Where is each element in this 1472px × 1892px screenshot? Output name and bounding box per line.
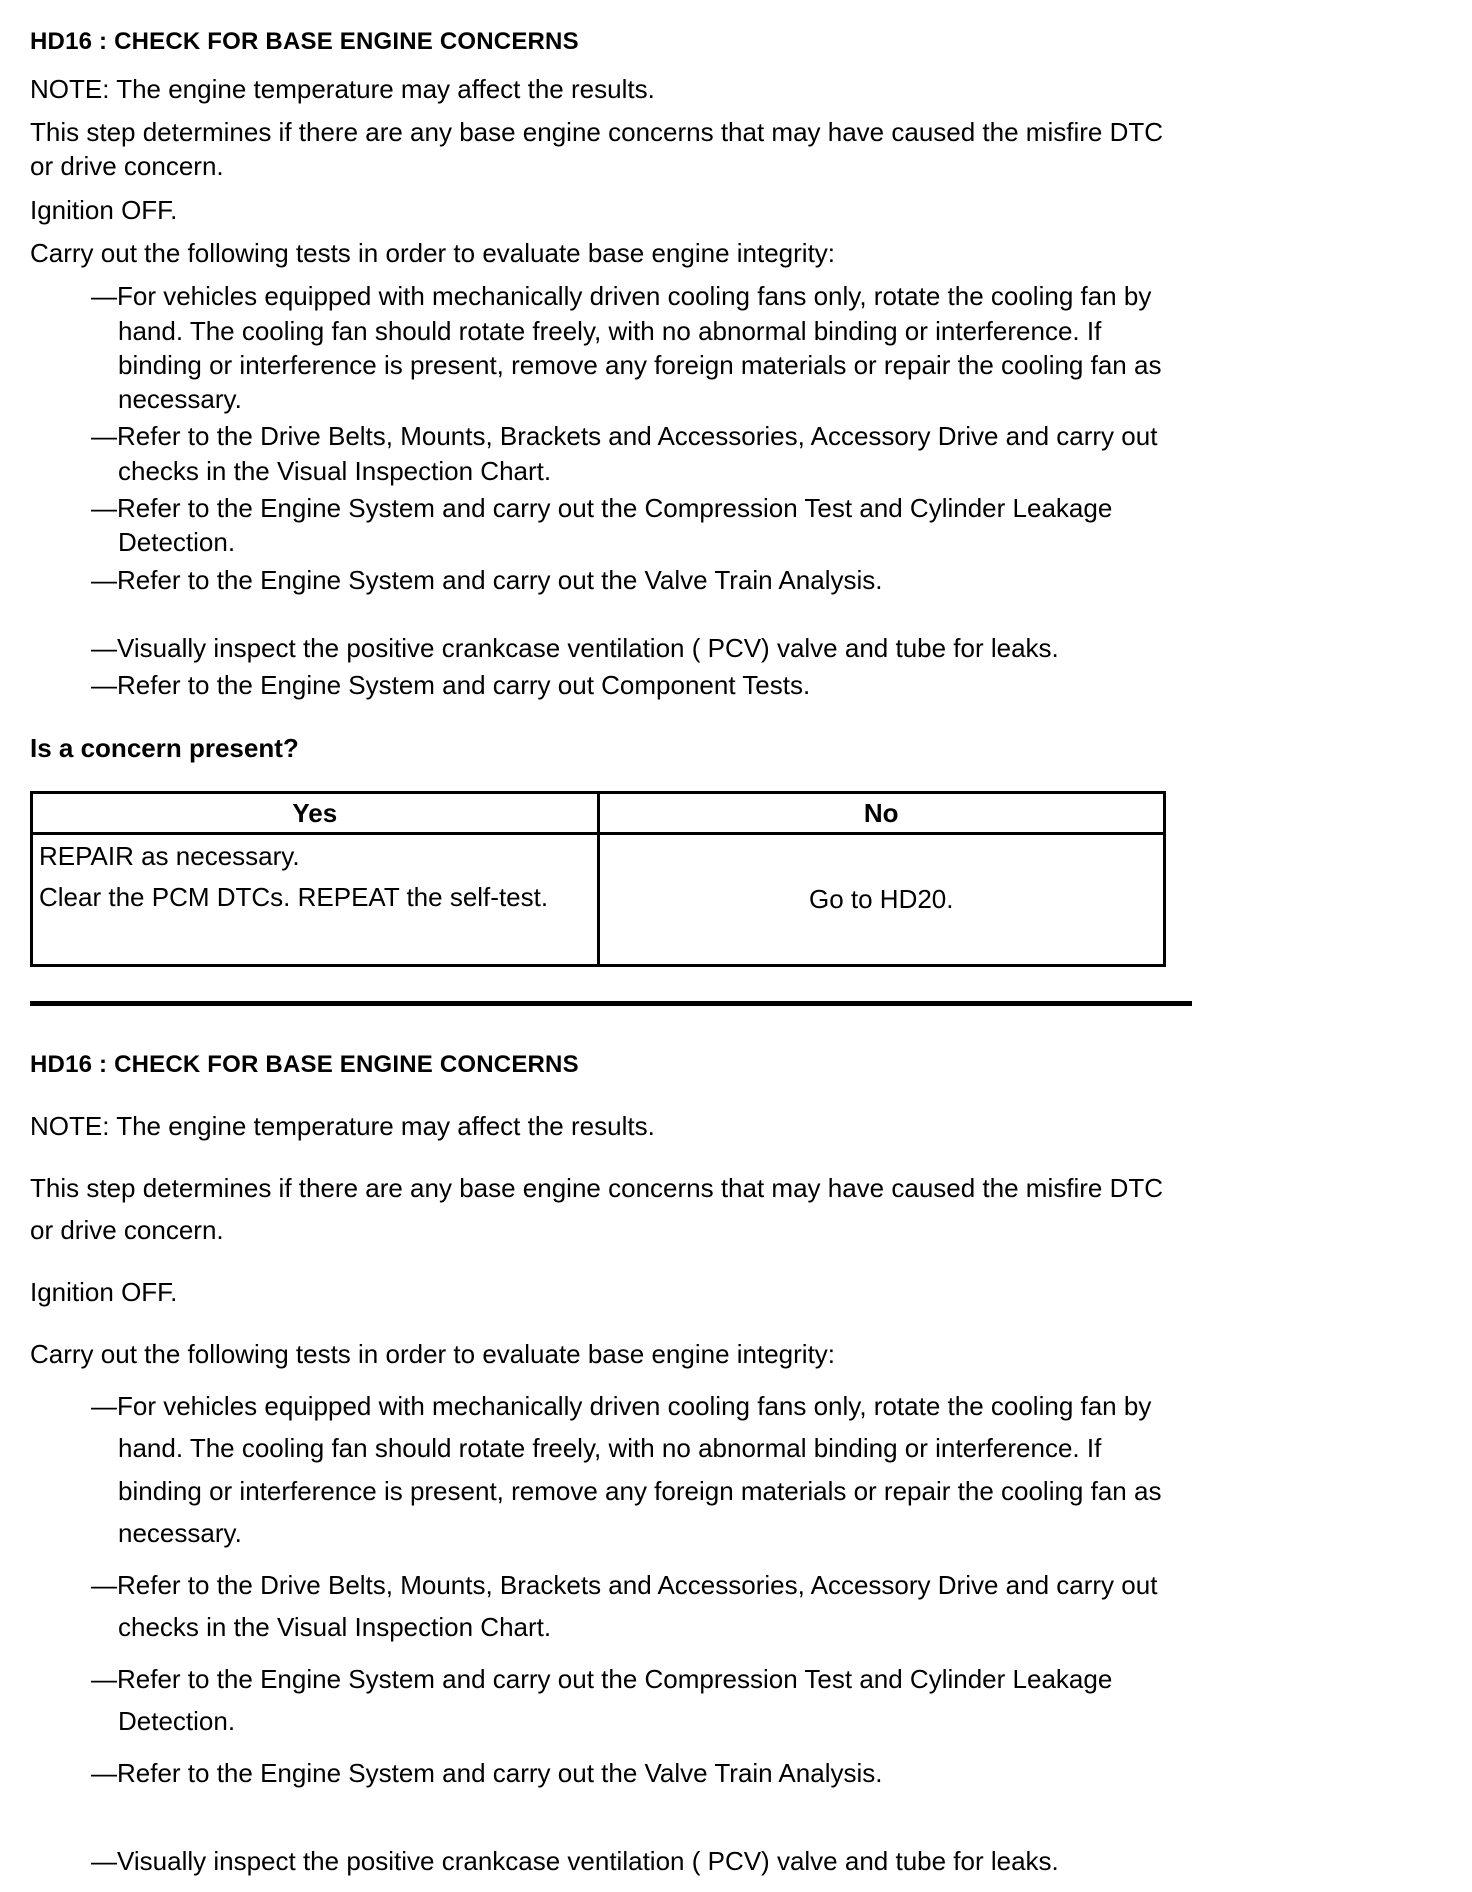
test-item: —Refer to the Engine System and carry out Component Tests. xyxy=(91,670,811,701)
ignition-instruction: Ignition OFF. xyxy=(30,194,178,225)
test-item: —Refer to the Drive Belts, Mounts, Brackets and Accessories, Accessory Drive and carry out checks in the Visual Inspection Chart. xyxy=(91,421,1158,486)
yes-actions-cell xyxy=(32,834,599,966)
ignition-instruction: Ignition OFF. xyxy=(30,1277,178,1308)
test-item: —Refer to the Engine System and carry out the Valve Train Analysis. xyxy=(91,1758,883,1789)
test-item: —For vehicles equipped with mechanically driven cooling fans only, rotate the cooling fan by hand. The cooling fan should rotate freely, with no abnormal binding or interference. If binding or interference is present, remove any foreign materials or repair the cooling fan as necessary. xyxy=(91,1391,1162,1548)
step-description: This step determines if there are any base engine concerns that may have caused the misfire DTC or drive concern. xyxy=(30,116,1164,182)
test-item: —Refer to the Engine System and carry out the Valve Train Analysis. xyxy=(91,564,883,595)
test-list xyxy=(30,279,1192,702)
step-heading: HD16 : CHECK FOR BASE ENGINE CONCERNS xyxy=(30,28,579,55)
test-item: —Refer to the Drive Belts, Mounts, Brackets and Accessories, Accessory Drive and carry out checks in the Visual Inspection Chart. xyxy=(91,1569,1158,1642)
test-item: —Refer to the Engine System and carry out the Compression Test and Cylinder Leakage Detection. xyxy=(91,1664,1113,1737)
tests-intro: Carry out the following tests in order to evaluate base engine integrity: xyxy=(30,237,836,268)
no-action-cell: Go to HD20. xyxy=(598,834,1165,966)
test-item: —Visually inspect the positive crankcase ventilation ( PCV) valve and tube for leaks. xyxy=(91,633,1059,664)
decision-question: Is a concern present? xyxy=(30,732,299,763)
test-list xyxy=(30,1385,1192,1882)
note-text: NOTE: The engine temperature may affect the results. xyxy=(30,1110,655,1141)
decision-table-body-row xyxy=(32,834,1165,966)
test-item: —For vehicles equipped with mechanically driven cooling fans only, rotate the cooling fan by hand. The cooling fan should rotate freely, with no abnormal binding or interference. If binding or interference is present, remove any foreign materials or repair the cooling fan as necessary. xyxy=(91,281,1162,415)
yes-column-header: Yes xyxy=(32,792,599,833)
step-description: This step determines if there are any base engine concerns that may have caused the misfire DTC or drive concern. xyxy=(30,1172,1164,1246)
decision-table-header-row xyxy=(32,792,1165,833)
decision-table xyxy=(30,791,1166,967)
diagnostic-step-section-1 xyxy=(30,26,1192,967)
no-column-header: No xyxy=(598,792,1165,833)
section-divider xyxy=(30,1001,1192,1006)
tests-intro: Carry out the following tests in order to evaluate base engine integrity: xyxy=(30,1339,836,1370)
step-heading: HD16 : CHECK FOR BASE ENGINE CONCERNS xyxy=(30,1050,579,1078)
yes-action-line: Clear the PCM DTCs. REPEAT the self-test. xyxy=(39,881,549,912)
diagnostic-step-section-2 xyxy=(30,1046,1192,1883)
test-item: —Visually inspect the positive crankcase ventilation ( PCV) valve and tube for leaks. xyxy=(91,1846,1059,1877)
note-text: NOTE: The engine temperature may affect the results. xyxy=(30,73,655,104)
yes-action-line: REPAIR as necessary. xyxy=(39,841,300,872)
test-item: —Refer to the Engine System and carry out the Compression Test and Cylinder Leakage Detection. xyxy=(91,493,1113,558)
